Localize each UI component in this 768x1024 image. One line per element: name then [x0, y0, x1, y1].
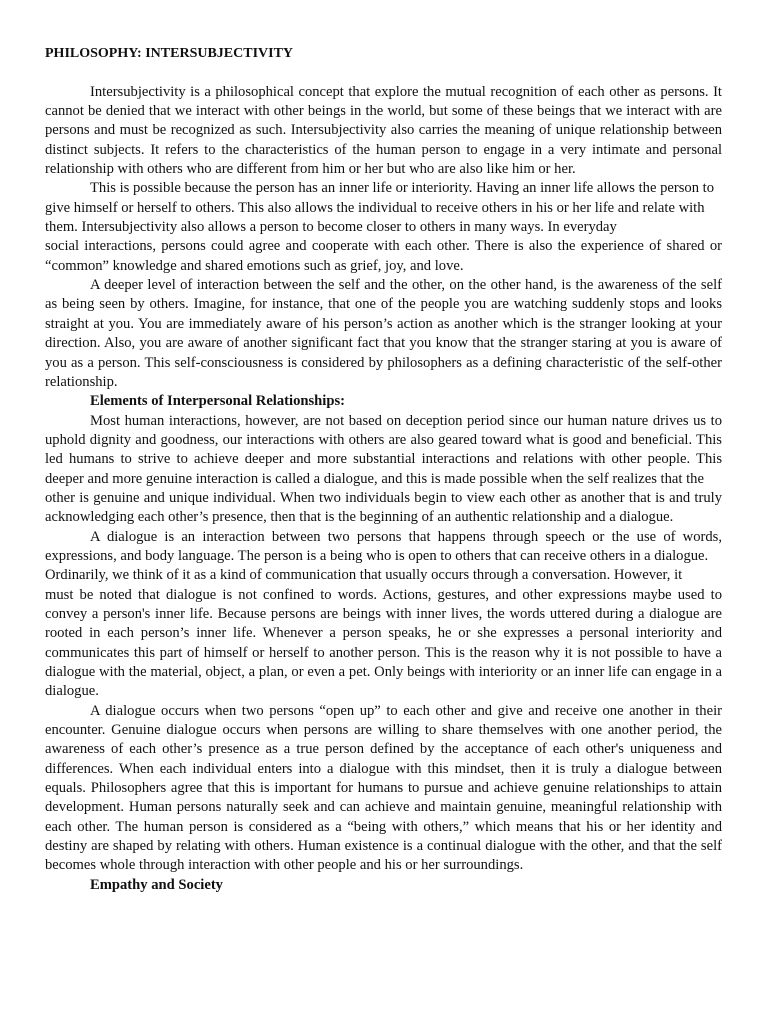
- paragraph-deeper-interaction-part1: Most human interactions, however, are not based on deception period since our human nature drives us to uphold dignity and goodness, our interactions with others are also geared toward what is good and beneficial. This led humans to strive to achieve deeper and more substantial interactions and relations with other people. This deeper and more genuine interaction is called a dialogue, and this is made possible when the self realizes that the: [45, 412, 722, 487]
- paragraph-intersubjectivity-definition: Intersubjectivity is a philosophical concept that explore the mutual recognition of each other as persons. It cannot be denied that we interact with other beings in the world, but some of these beings that we interact with are persons and must be recognized as such. Intersubjectivity also carries the meaning of unique relationship between distinct subjects. It refers to the characteristics of the human person to engage in a very intimate and personal relationship with others who are different from him or her but who are also like him or her.: [45, 83, 722, 178]
- document-page: [45, 44, 722, 895]
- heading-empathy-and-society: Empathy and Society: [90, 876, 223, 893]
- heading-elements-of-interpersonal-relationships: Elements of Interpersonal Relationships:: [90, 393, 345, 410]
- paragraph-genuine-dialogue: A dialogue occurs when two persons “open up” to each other and give and receive one another in their encounter. Genuine dialogue occurs when persons are willing to share themselves with one another period, the awareness of each other’s presence as a true person defined by the acceptance of each other's uniqueness and differences. When each individual enters into a dialogue with this mindset, then it is truly a dialogue between equals. Philosophers agree that this is important for humans to pursue and achieve genuine relationships to attain development. Human persons naturally seek and can achieve and maintain genuine, meaningful relationship with each other. The human person is considered as a “being with others,” which means that his or her identity and destiny are shaped by relating with others. Human existence is a continual dialogue with the other, and that the self becomes whole through interaction with other people and his or her surroundings.: [45, 702, 722, 874]
- document-title: PHILOSOPHY: INTERSUBJECTIVITY: [45, 46, 294, 61]
- paragraph-dialogue-definition: A dialogue is an interaction between two persons that happens through speech or the use of words, expressions, and body language. The person is a being who is open to others that can receive others in a dialogue.: [45, 528, 722, 564]
- paragraph-inner-life-part1: This is possible because the person has an inner life or interiority. Having an inner life allows the person to give himself or herself to others. This also allows the individual to receive others in his or her life and relate with them. Intersubjectivity also allows a person to become closer to others in many ways. In everyday: [45, 180, 714, 236]
- paragraph-inner-life-part2: social interactions, persons could agree and cooperate with each other. There is also the experience of shared or “common” knowledge and shared emotions such as grief, joy, and love.: [45, 238, 722, 274]
- paragraph-communication-part1: Ordinarily, we think of it as a kind of communication that usually occurs through a conversation. However, it: [45, 567, 683, 584]
- paragraph-self-awareness: A deeper level of interaction between the self and the other, on the other hand, is the awareness of the self as being seen by others. Imagine, for instance, that one of the people you are watching suddenly stops and looks straight at you. You are immediately aware of his person’s action as another which is the stranger looking at your direction. Also, you are aware of another significant fact that you know that the stranger staring at you is aware of you as a person. This self-consciousness is considered by philosophers as a defining characteristic of the self-other relationship.: [45, 277, 722, 390]
- paragraph-communication-part2: must be noted that dialogue is not confined to words. Actions, gestures, and other expressions maybe used to convey a person's inner life. Because persons are beings with inner lives, the words uttered during a dialogue are rooted in each person’s inner life. Whenever a person speaks, he or she expresses a personal interiority and communicates this part of himself or herself to another person. This is the reason why it is not possible to have a dialogue with the material, object, a plan, or even a pet. Only beings with interiority or an inner life can engage in a dialogue.: [45, 586, 722, 700]
- paragraph-deeper-interaction-part2: other is genuine and unique individual. When two individuals begin to view each other as another that is and truly acknowledging each other’s presence, then that is the beginning of an authentic relationship and a dialogue.: [45, 489, 722, 526]
